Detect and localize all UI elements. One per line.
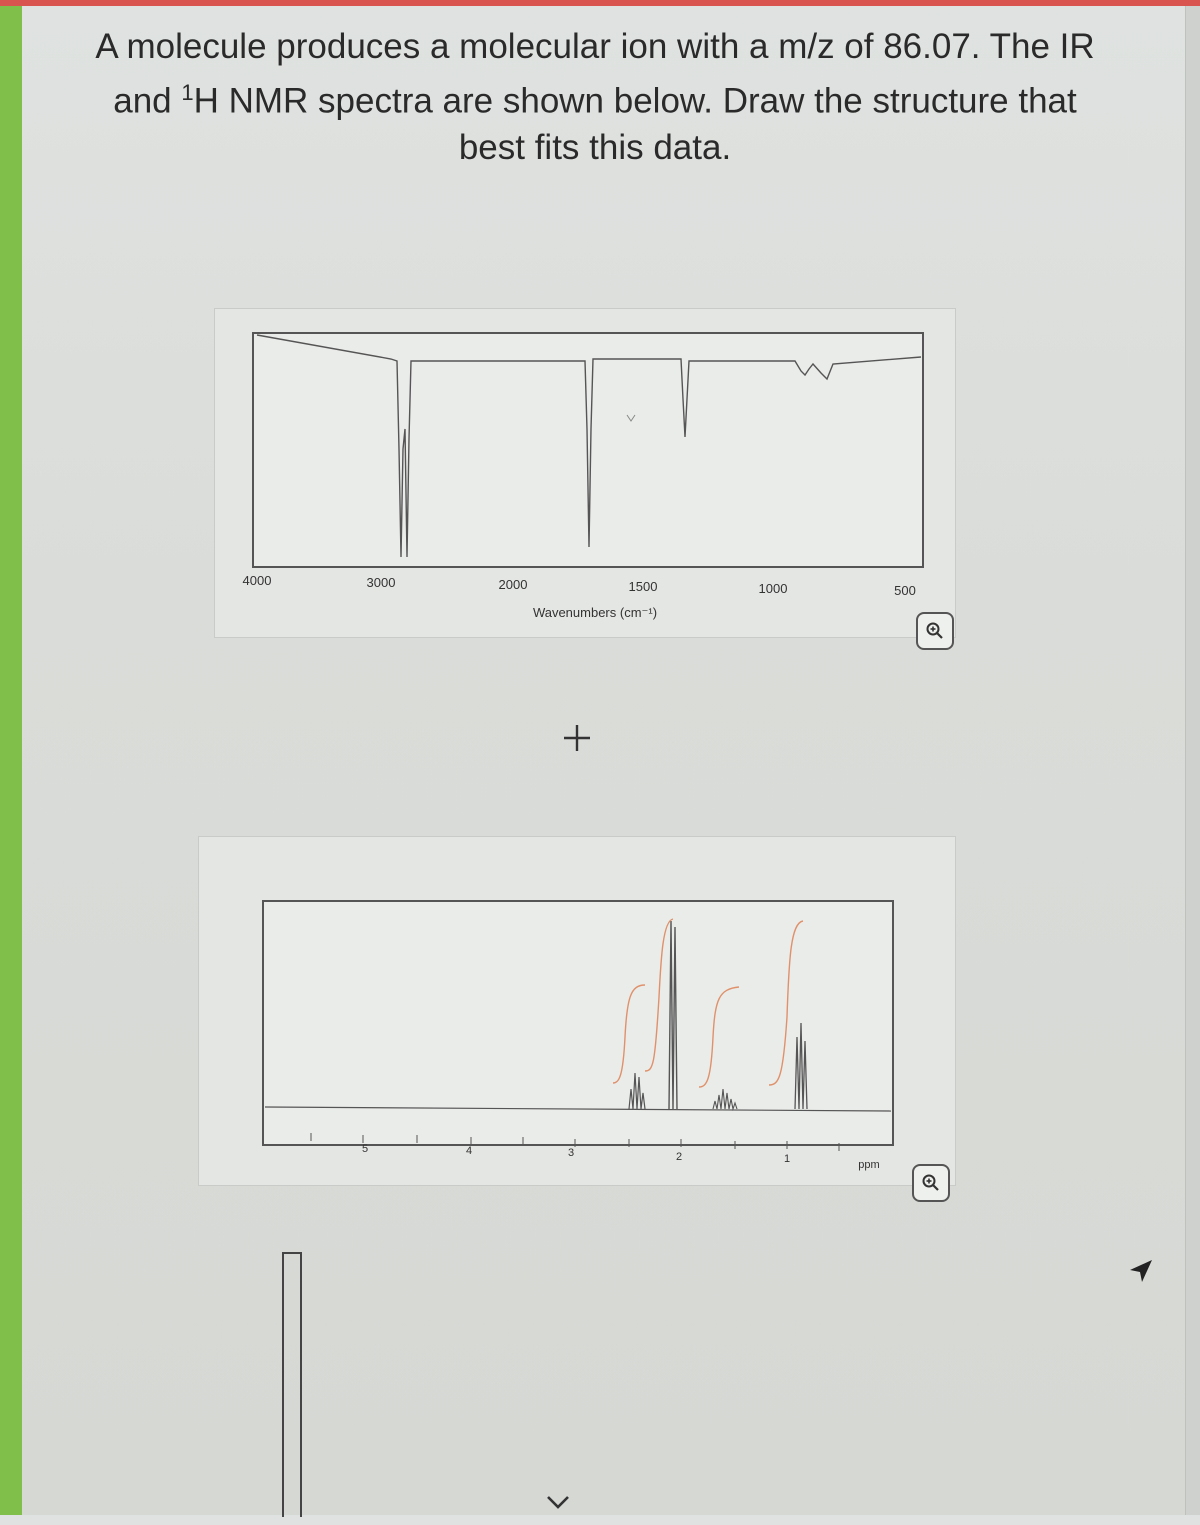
- crosshair-icon[interactable]: [562, 720, 592, 762]
- nmr-tick-4: 4: [465, 1145, 473, 1157]
- question-line-3: best fits this data.: [458, 127, 732, 167]
- nmr-tick-1: 1: [783, 1153, 791, 1165]
- zoom-in-icon: [921, 1173, 941, 1193]
- ir-tick-4000: 4000: [242, 573, 272, 588]
- nmr-spectrum-panel: [198, 836, 956, 1186]
- ir-spectrum-panel: [214, 308, 956, 638]
- nmr-zoom-button[interactable]: [912, 1164, 950, 1202]
- top-accent-bar: [0, 0, 1200, 6]
- ir-tick-2000: 2000: [498, 577, 528, 592]
- nmr-x-axis-unit: ppm: [858, 1159, 880, 1171]
- question-line-2-end: H NMR spectra are shown below. Draw the structure that: [193, 81, 1077, 121]
- nmr-spectrum-plot: [199, 837, 955, 1185]
- question-line-1: A molecule produces a molecular ion with a m/z of 86.07. The IR: [95, 27, 1095, 66]
- ir-tick-1500: 1500: [628, 579, 658, 594]
- ir-spectrum-plot: [215, 309, 955, 637]
- ir-tick-3000: 3000: [366, 575, 396, 590]
- left-accent-bar: [0, 6, 22, 1515]
- zoom-in-icon: [925, 621, 945, 641]
- mouse-pointer-icon: [1126, 1256, 1156, 1291]
- question-line-2: [60, 70, 1130, 125]
- right-side-panel-edge: [1185, 6, 1200, 1515]
- ir-tick-500: 500: [894, 583, 916, 598]
- drawing-tool-rectangle[interactable]: [282, 1252, 302, 1517]
- ir-tick-1000: 1000: [758, 581, 788, 596]
- question-text: [60, 24, 1130, 171]
- nmr-tick-2: 2: [675, 1151, 683, 1163]
- chevron-down-icon[interactable]: [544, 1480, 572, 1525]
- nmr-tick-5: 5: [361, 1143, 369, 1155]
- superscript-one: 1: [181, 80, 194, 105]
- question-line-2-start: and: [113, 81, 182, 121]
- ir-x-axis-title: Wavenumbers (cm⁻¹): [532, 605, 658, 620]
- ir-zoom-button[interactable]: [916, 612, 954, 650]
- nmr-tick-3: 3: [567, 1147, 575, 1159]
